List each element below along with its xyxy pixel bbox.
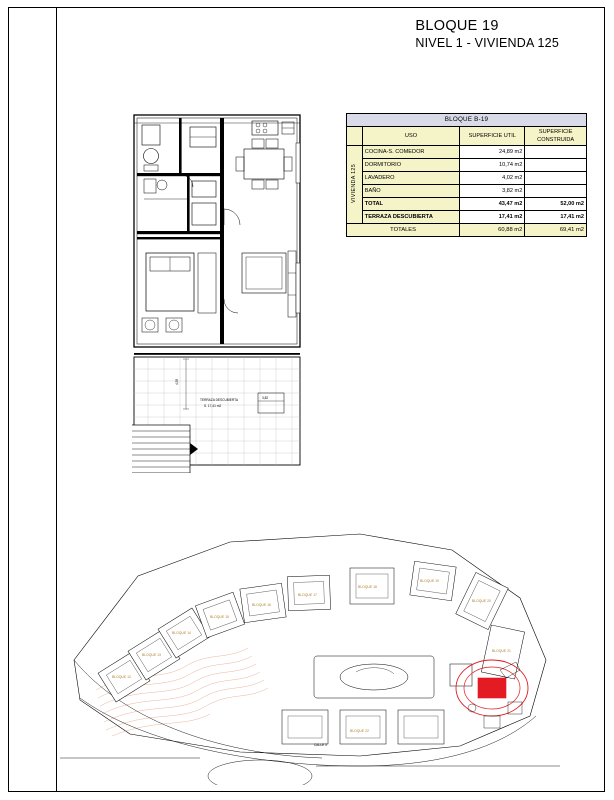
- row-label: COCINA-S. COMEDOR: [362, 146, 459, 159]
- site-label: BLOQUE 20: [472, 599, 491, 603]
- row-label: BAÑO: [362, 185, 459, 198]
- row-construida: [525, 159, 587, 172]
- table-row: [347, 198, 587, 211]
- row-label: LAVADERO: [362, 172, 459, 185]
- page-subtitle: NIVEL 1 - VIVIENDA 125: [415, 36, 559, 50]
- site-label: BLOQUE 21: [492, 649, 511, 653]
- site-label: BLOQUE 19: [420, 579, 439, 583]
- block-header: BLOQUE B-19: [347, 114, 587, 127]
- page-title: BLOQUE 19: [415, 18, 499, 34]
- totals-construida: 69,41 m2: [525, 224, 587, 237]
- table-row: [347, 211, 587, 224]
- site-plan: [60, 520, 560, 785]
- row-util: 10,74 m2: [460, 159, 525, 172]
- site-label: BLOQUE 15: [210, 615, 229, 619]
- row-construida: [525, 185, 587, 198]
- row-construida: [525, 172, 587, 185]
- row-util: 17,41 m2: [460, 211, 525, 224]
- row-label: TOTAL: [362, 198, 459, 211]
- row-construida: [525, 146, 587, 159]
- site-label: BLOQUE 22: [350, 729, 369, 733]
- side-label: VIVIENDA 125: [347, 146, 363, 224]
- row-label: TERRAZA DESCUBIERTA: [362, 211, 459, 224]
- floor-plan: [132, 113, 332, 473]
- row-util: 24,89 m2: [460, 146, 525, 159]
- col-header-construida: SUPERFICIE CONSTRUIDA: [525, 127, 587, 146]
- row-construida: 17,41 m2: [525, 211, 587, 224]
- row-util: 4,02 m2: [460, 172, 525, 185]
- totals-label: TOTALES: [347, 224, 460, 237]
- table-row: [347, 172, 587, 185]
- table-row: [347, 159, 587, 172]
- row-util: 3,82 m2: [460, 185, 525, 198]
- site-label: BLOQUE 18: [358, 585, 377, 589]
- table-row-columns: [347, 127, 587, 146]
- site-label: BLOQUE 13: [142, 653, 161, 657]
- site-label: BLOQUE 12: [112, 675, 131, 679]
- areas-table: [346, 113, 587, 237]
- table-row: [347, 146, 587, 159]
- col-header-util: SUPERFICIE UTIL: [460, 127, 525, 146]
- terrace-area: S. 17,41 m2: [204, 404, 222, 408]
- terrace-label: TERRAZA DESCUBIERTA: [200, 398, 238, 402]
- title-block: [415, 17, 559, 51]
- row-util: 43,47 m2: [460, 198, 525, 211]
- totals-util: 60,88 m2: [460, 224, 525, 237]
- site-label: BLOQUE 16: [252, 603, 271, 607]
- street-label: CALLE 3: [314, 743, 327, 747]
- row-construida: 52,00 m2: [525, 198, 587, 211]
- table-row-totals: [347, 224, 587, 237]
- col-header-uso: USO: [362, 127, 459, 146]
- dimension-label: 4,55: [175, 378, 179, 385]
- site-label: BLOQUE 14: [172, 631, 191, 635]
- row-label: DORMITORIO: [362, 159, 459, 172]
- detail-label: 3,82: [262, 396, 269, 400]
- table-row: [347, 185, 587, 198]
- table-row-block-header: [347, 114, 587, 127]
- site-label: BLOQUE 17: [298, 593, 317, 597]
- sheet-border-inner: [56, 7, 57, 792]
